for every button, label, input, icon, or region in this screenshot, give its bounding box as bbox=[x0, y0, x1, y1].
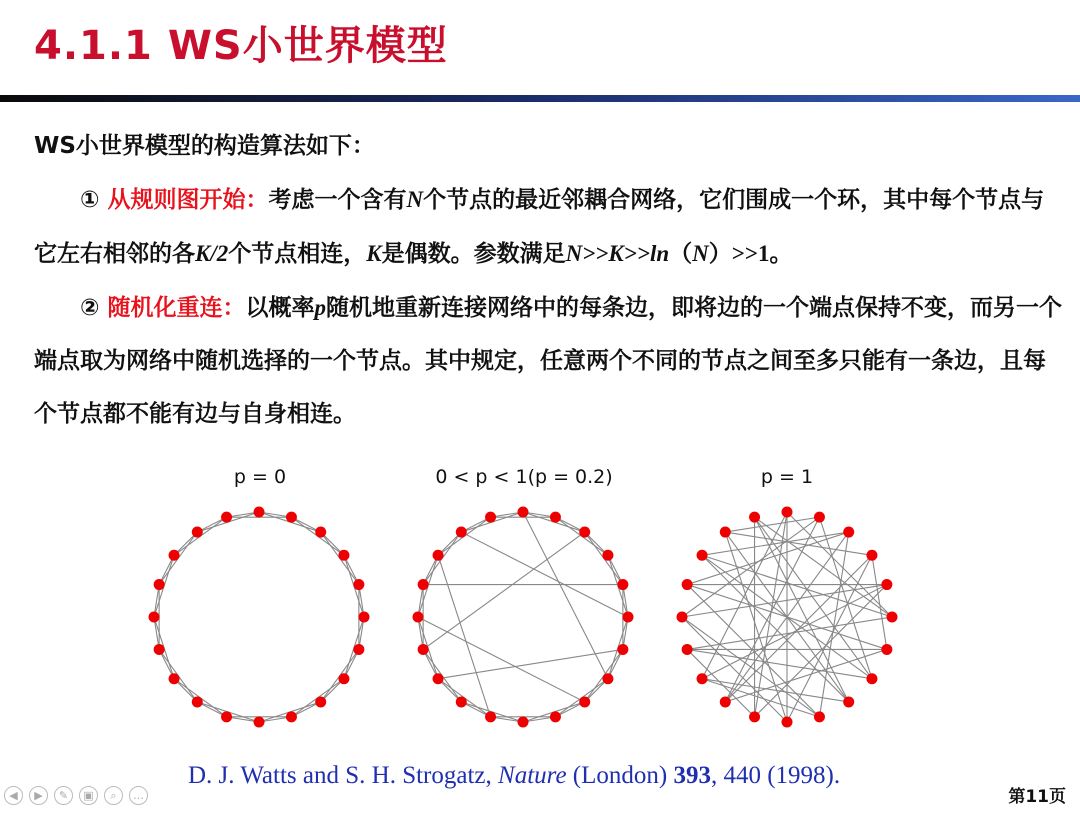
network-graph-0 bbox=[149, 507, 370, 728]
graph-node bbox=[254, 717, 265, 728]
step-2-paragraph: ② 随机化重连：以概率p随机地重新连接网络中的每条边，即将边的一个端点保持不变，而另一个端点取为网络中随机选择的一个节点。其中规定，任意两个不同的节点之间至多只能有一条边，且每个节点都不能有边与自身相连。 bbox=[34, 295, 1062, 427]
graph-node bbox=[697, 550, 708, 561]
graph-node bbox=[602, 550, 613, 561]
graph-node bbox=[359, 612, 370, 623]
graph-node bbox=[154, 644, 165, 655]
graph-node bbox=[550, 512, 561, 523]
graph-edge bbox=[682, 617, 787, 722]
graph-node bbox=[782, 507, 793, 518]
graph-edge bbox=[787, 512, 892, 617]
graph-node bbox=[518, 717, 529, 728]
graph-node bbox=[286, 512, 297, 523]
caption-p1: p = 1 bbox=[760, 466, 814, 488]
caption-p02: 0 < p < 1(p = 0.2) bbox=[435, 466, 613, 488]
network-graph-2 bbox=[677, 507, 898, 728]
network-graph-1 bbox=[413, 507, 634, 728]
graph-edge bbox=[438, 555, 491, 717]
graph-node bbox=[749, 512, 760, 523]
graph-edge bbox=[872, 555, 887, 649]
graph-node bbox=[353, 579, 364, 590]
graph-node bbox=[221, 512, 232, 523]
graph-node bbox=[814, 711, 825, 722]
page-number: 第11页 bbox=[1008, 787, 1066, 807]
graph-node bbox=[881, 644, 892, 655]
title-divider bbox=[0, 95, 1080, 102]
slide-title: 4.1.1 WS小世界模型 bbox=[34, 23, 448, 69]
graph-edge bbox=[725, 532, 787, 722]
graph-node bbox=[485, 512, 496, 523]
graph-node bbox=[315, 527, 326, 538]
graph-node bbox=[881, 579, 892, 590]
graph-node bbox=[413, 612, 424, 623]
graph-node bbox=[154, 579, 165, 590]
graph-node bbox=[518, 507, 529, 518]
graph-node bbox=[682, 644, 693, 655]
graph-node bbox=[579, 696, 590, 707]
graph-node bbox=[720, 696, 731, 707]
graph-node bbox=[286, 711, 297, 722]
graph-edge bbox=[461, 532, 628, 617]
step-1-label: 从规则图开始： bbox=[107, 187, 269, 213]
graph-node bbox=[353, 644, 364, 655]
graph-node bbox=[456, 696, 467, 707]
next-icon[interactable]: ▶ bbox=[29, 786, 48, 805]
more-icon[interactable]: … bbox=[129, 786, 148, 805]
reference-citation: D. J. Watts and S. H. Strogatz, Nature (London) 393, 440 (1998). bbox=[188, 762, 841, 789]
graph-node bbox=[456, 527, 467, 538]
graph-edge bbox=[702, 555, 849, 702]
graph-node bbox=[697, 673, 708, 684]
slides-icon[interactable]: ▣ bbox=[79, 786, 98, 805]
graph-node bbox=[579, 527, 590, 538]
graph-node bbox=[149, 612, 160, 623]
graph-node bbox=[485, 711, 496, 722]
graph-node bbox=[682, 579, 693, 590]
graph-node bbox=[866, 673, 877, 684]
graph-node bbox=[418, 644, 429, 655]
graph-node bbox=[221, 711, 232, 722]
step-1-paragraph: ① 从规则图开始：考虑一个含有N个节点的最近邻耦合网络，它们围成一个环，其中每个节点与它左右相邻的各K/2个节点相连，K是偶数。参数满足N>>K>>ln（N）>>1。 bbox=[34, 187, 1045, 267]
graph-node bbox=[782, 717, 793, 728]
graph-node bbox=[677, 612, 688, 623]
graph-node bbox=[169, 673, 180, 684]
slideshow-controls bbox=[4, 786, 148, 805]
graph-edge bbox=[755, 517, 849, 702]
graph-node bbox=[433, 673, 444, 684]
graph-node bbox=[433, 550, 444, 561]
graph-node bbox=[843, 696, 854, 707]
graph-node bbox=[169, 550, 180, 561]
graph-node bbox=[192, 696, 203, 707]
zoom-icon[interactable]: ⌕ bbox=[104, 786, 123, 805]
graph-node bbox=[338, 673, 349, 684]
caption-p0: p = 0 bbox=[233, 466, 287, 488]
graph-node bbox=[418, 579, 429, 590]
graph-node bbox=[338, 550, 349, 561]
graph-edge bbox=[819, 517, 872, 679]
graph-node bbox=[550, 711, 561, 722]
graph-node bbox=[617, 579, 628, 590]
graph-edge bbox=[702, 555, 892, 617]
step-2-label: 随机化重连： bbox=[107, 295, 246, 321]
graph-edge bbox=[687, 649, 872, 678]
graph-node bbox=[866, 550, 877, 561]
graph-node bbox=[843, 527, 854, 538]
graph-node bbox=[192, 527, 203, 538]
graph-node bbox=[623, 612, 634, 623]
graph-node bbox=[617, 644, 628, 655]
graph-node bbox=[814, 512, 825, 523]
graph-node bbox=[720, 527, 731, 538]
ws-network-diagrams bbox=[0, 490, 1080, 740]
prev-icon[interactable]: ◀ bbox=[4, 786, 23, 805]
graph-node bbox=[315, 696, 326, 707]
graph-node bbox=[254, 507, 265, 518]
pen-icon[interactable]: ✎ bbox=[54, 786, 73, 805]
graph-node bbox=[887, 612, 898, 623]
slide-body bbox=[34, 120, 1064, 441]
graph-node bbox=[602, 673, 613, 684]
graph-node bbox=[749, 711, 760, 722]
intro-text: WS小世界模型的构造算法如下： bbox=[34, 133, 375, 159]
